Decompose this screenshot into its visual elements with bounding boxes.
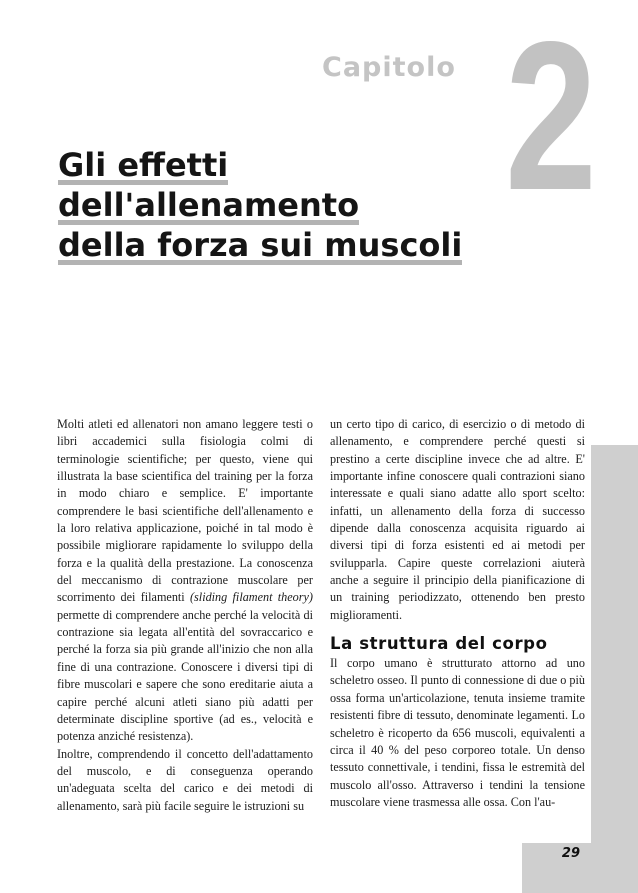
body-column-left xyxy=(57,416,313,815)
section-heading: La struttura del corpo xyxy=(330,634,548,654)
intro-paragraph xyxy=(57,416,313,746)
chapter-label: Capitolo xyxy=(322,52,456,83)
second-paragraph-part-1: Inoltre, comprendendo il concetto dell'adattamento del muscolo, e di conseguenza operando un'adeguata scelta del carico e dei metodi di allenamento, sarà più facile seguire le istruzioni su xyxy=(57,746,313,813)
chapter-title-line-3: della forza sui muscoli xyxy=(58,226,463,264)
chapter-title xyxy=(58,145,508,265)
side-thumb-tab xyxy=(591,445,638,893)
intro-italic-term: (sliding filament theory) xyxy=(190,590,313,605)
second-paragraph-part-2: un certo tipo di carico, di esercizio o di metodo di allenamento, e comprendere perché questi si prestino a certe discipline invece che ad altre. E' importante infine conoscere quali contrazioni siano interessate e quali siano adatte allo sport scelto: infatti, un allenamento della forza di successo dipende dalla conoscenza acquisita riguardo ai diversi tipi di forza esistenti ed ai metodi per svilupparla. Capire queste correlazioni aiuterà anche a seguire il principio della pianificazione di un training periodizzato, ottenendo ben presto miglioramenti. xyxy=(330,417,585,622)
body-column-right xyxy=(330,416,585,811)
section-paragraph: Il corpo umano è strutturato attorno ad uno scheletro osseo. Il punto di connessione di due o più ossa forma un'articolazione, tenuta insieme tramite resistenti fibre di tessuto, denominate legamenti. Lo scheletro è ricoperto da 656 muscoli, equivalenti a circa il 40 % del peso corporeo totale. Un denso tessuto connettivale, i tendini, fissa le estremità del muscolo all'osso. Attraverso i tendini la tensione muscolare viene trasmessa alle ossa. Con l'au- xyxy=(330,656,585,809)
chapter-number: 2 xyxy=(505,0,597,234)
chapter-title-line-1: Gli effetti xyxy=(58,146,229,184)
intro-text-start: Molti atleti ed allenatori non amano leggere testi o libri accademici sulla fisiologia colmi di terminologie scientifiche; per questo, viene qui illustrata la base scientifica del training per la forza in modo chiaro e semplice. E' importante comprendere le basi scientifiche dell'allenamento e la loro relativa applicazione, poiché in tal modo è possibile migliorare rapidamente lo sviluppo della forza e la qualità della prestazione. La conoscenza del meccanismo di contrazione muscolare per scorrimento dei filamenti xyxy=(57,417,313,605)
chapter-title-line-2: dell'allenamento xyxy=(58,186,360,224)
page-number: 29 xyxy=(561,846,580,861)
intro-text-end: permette di comprendere anche perché la velocità di contrazione sia legata all'entità del sovraccarico e perché la forza sia più grande all'inizio che non alla fine di una contrazione. Conoscere i diversi tipi di fibre muscolari e sapere che sono ereditarie aiuta a capire perché alcuni atleti siano più adatti per determinate discipline sportive (ad es., velocità e potenza anziché resistenza). xyxy=(57,607,313,744)
